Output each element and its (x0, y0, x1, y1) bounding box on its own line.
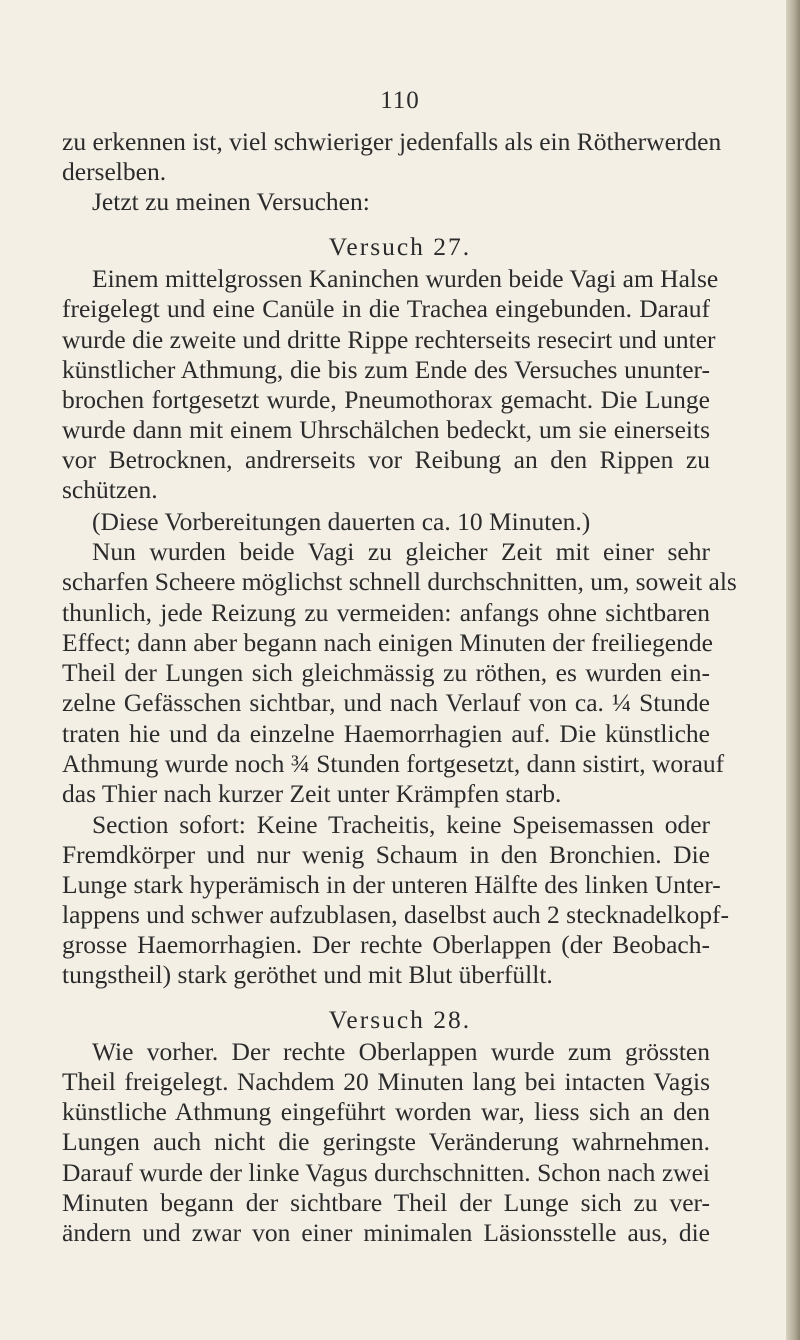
text-line: künstliche Athmung eingeführt worden war, liess sich an den (62, 1097, 710, 1126)
text-line: schützen. (62, 475, 158, 504)
text-line: Wie vorher. Der rechte Oberlappen wurde zum grössten (92, 1037, 710, 1066)
text-line: brochen fortgesetzt wurde, Pneumothorax gemacht. Die Lunge (62, 385, 710, 414)
text-line: Theil der Lungen sich gleichmässig zu röthen, es wurden ein- (62, 658, 710, 687)
text-line: Einem mittelgrossen Kaninchen wurden beide Vagi am Halse (92, 264, 719, 293)
text-line: (Diese Vorbereitungen dauerten ca. 10 Minuten.) (92, 507, 591, 536)
text-line: thunlich, jede Reizung zu vermeiden: anfangs ohne sichtbaren (62, 598, 710, 627)
text-line: Lunge stark hyperämisch in der unteren Hälfte des linken Unter- (62, 870, 721, 899)
text-line: das Thier nach kurzer Zeit unter Krämpfen starb. (62, 779, 562, 808)
text-line: freigelegt und eine Canüle in die Trachea eingebunden. Darauf (62, 294, 710, 323)
text-line: lappens und schwer aufzublasen, daselbst auch 2 stecknadelkopf- (62, 900, 730, 929)
text-line: zu erkennen ist, viel schwieriger jedenfalls als ein Rötherwerden (62, 127, 722, 156)
text-line: vor Betrocknen, andrerseits vor Reibung an den Rippen zu (62, 445, 710, 474)
text-line: wurde dann mit einem Uhrschälchen bedeckt, um sie einerseits (62, 415, 710, 444)
text-line: Fremdkörper und nur wenig Schaum in den Bronchien. Die (62, 840, 710, 869)
text-line: Lungen auch nicht die geringste Veränderung wahrnehmen. (62, 1127, 710, 1156)
text-line: tungstheil) stark geröthet und mit Blut überfüllt. (62, 960, 553, 989)
text-line: traten hie und da einzelne Haemorrhagien auf. Die künstliche (62, 719, 710, 748)
text-line: Effect; dann aber begann nach einigen Minuten der freiliegende (62, 628, 713, 657)
text-line: Nun wurden beide Vagi zu gleicher Zeit mit einer sehr (92, 537, 710, 566)
text-line: scharfen Scheere möglichst schnell durchschnitten, um, soweit als (62, 567, 737, 596)
section-heading: Versuch 27. (328, 232, 472, 261)
page-edge (786, 0, 800, 1340)
text-line: grosse Haemorrhagien. Der rechte Oberlappen (der Beobach- (62, 930, 710, 959)
section-heading: Versuch 28. (328, 1005, 472, 1034)
text-line: wurde die zweite und dritte Rippe rechterseits resecirt und unter (62, 325, 716, 354)
text-line: derselben. (62, 157, 167, 186)
text-line: Darauf wurde der linke Vagus durchschnitten. Schon nach zwei (62, 1158, 710, 1187)
text-line: Athmung wurde noch ¾ Stunden fortgesetzt, dann sistirt, worauf (62, 749, 725, 778)
text-line: Section sofort: Keine Tracheitis, keine Speisemassen oder (92, 810, 710, 839)
text-line: Theil freigelegt. Nachdem 20 Minuten lang bei intacten Vagis (62, 1067, 710, 1096)
text-line: künstlicher Athmung, die bis zum Ende des Versuches ununter- (62, 355, 710, 384)
text-line: zelne Gefässchen sichtbar, und nach Verlauf von ca. ¼ Stunde (62, 688, 710, 717)
text-line: ändern und zwar von einer minimalen Läsionsstelle aus, die (62, 1218, 710, 1247)
text-line: Jetzt zu meinen Versuchen: (92, 187, 370, 216)
page-number: 110 (380, 87, 420, 114)
text-line: Minuten begann der sichtbare Theil der Lunge sich zu ver- (62, 1188, 710, 1217)
